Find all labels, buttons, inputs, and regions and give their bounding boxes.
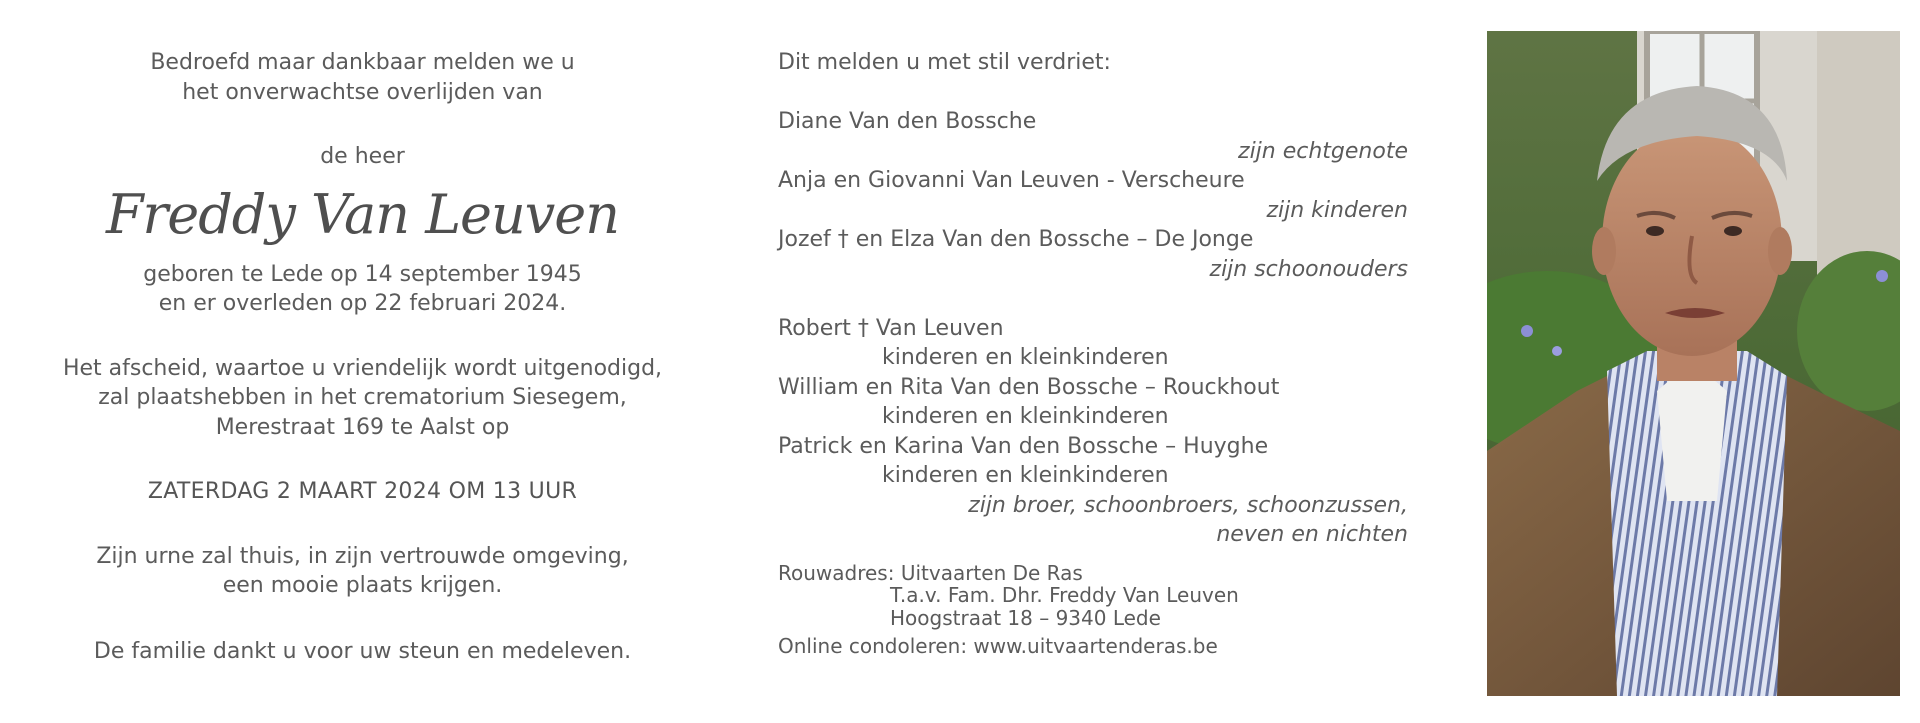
family-member-name: Robert † Van Leuven bbox=[778, 315, 1004, 341]
intro-line-1: Bedroefd maar dankbaar melden we u bbox=[150, 50, 575, 75]
family-column bbox=[778, 48, 1408, 658]
intro-line-2: het onverwachtse overlijden van bbox=[182, 79, 543, 105]
portrait-photo bbox=[1487, 31, 1900, 696]
family-member-sub: kinderen en kleinkinderen bbox=[882, 345, 1169, 370]
deceased-name: Freddy Van Leuven bbox=[105, 182, 620, 246]
farewell-line-3: Merestraat 169 te Aalst op bbox=[215, 414, 510, 440]
parents-in-law-names: Jozef † en Elza Van den Bossche – De Jonge bbox=[778, 227, 1254, 252]
parents-in-law-relation: zijn schoonouders bbox=[1209, 256, 1408, 282]
online-condolence: Online condoleren: www.uitvaartenderas.be bbox=[778, 634, 1218, 658]
thanks-line: De familie dankt u voor uw steun en medeleven. bbox=[93, 638, 632, 664]
spouse-name: Diane Van den Bossche bbox=[778, 109, 1037, 134]
urn-line-1: Zijn urne zal thuis, in zijn vertrouwde omgeving, bbox=[96, 543, 629, 569]
family-member-name: Patrick en Karina Van den Bossche – Huyghe bbox=[778, 433, 1269, 459]
family-relation-1: zijn broer, schoonbroers, schoonzussen, bbox=[968, 492, 1408, 518]
address-label: Rouwadres: Uitvaarten De Ras bbox=[778, 560, 1083, 585]
address-line-2: T.a.v. Fam. Dhr. Freddy Van Leuven bbox=[890, 583, 1239, 607]
birth-line: geboren te Lede op 14 september 1945 bbox=[143, 261, 582, 287]
family-intro: Dit melden u met stil verdriet: bbox=[778, 50, 1111, 75]
death-line: en er overleden op 22 februari 2024. bbox=[158, 291, 567, 316]
family-member-name: William en Rita Van den Bossche – Rouckhout bbox=[778, 374, 1280, 400]
family-member-sub: kinderen en kleinkinderen bbox=[882, 463, 1169, 488]
farewell-line-2: zal plaatshebben in het crematorium Siesegem, bbox=[98, 385, 627, 410]
family-member-sub: kinderen en kleinkinderen bbox=[882, 404, 1169, 429]
children-relation: zijn kinderen bbox=[1266, 197, 1408, 223]
family-member bbox=[778, 314, 1408, 373]
urn-line-2: een mooie plaats krijgen. bbox=[222, 573, 503, 598]
address-line-3: Hoogstraat 18 – 9340 Lede bbox=[890, 605, 1161, 630]
mourning-address bbox=[778, 562, 1408, 658]
portrait-image bbox=[1487, 31, 1900, 696]
announcement-column bbox=[60, 48, 665, 666]
ceremony-date: ZATERDAG 2 MAART 2024 OM 13 UUR bbox=[147, 479, 578, 504]
farewell-line-1: Het afscheid, waartoe u vriendelijk wordt uitgenodigd, bbox=[62, 355, 663, 381]
children-names: Anja en Giovanni Van Leuven - Verscheure bbox=[778, 168, 1245, 193]
honorific: de heer bbox=[320, 144, 405, 169]
spouse-relation: zijn echtgenote bbox=[1238, 138, 1408, 164]
family-member bbox=[778, 432, 1408, 491]
family-relation-2: neven en nichten bbox=[1216, 522, 1408, 547]
family-member bbox=[778, 373, 1408, 432]
